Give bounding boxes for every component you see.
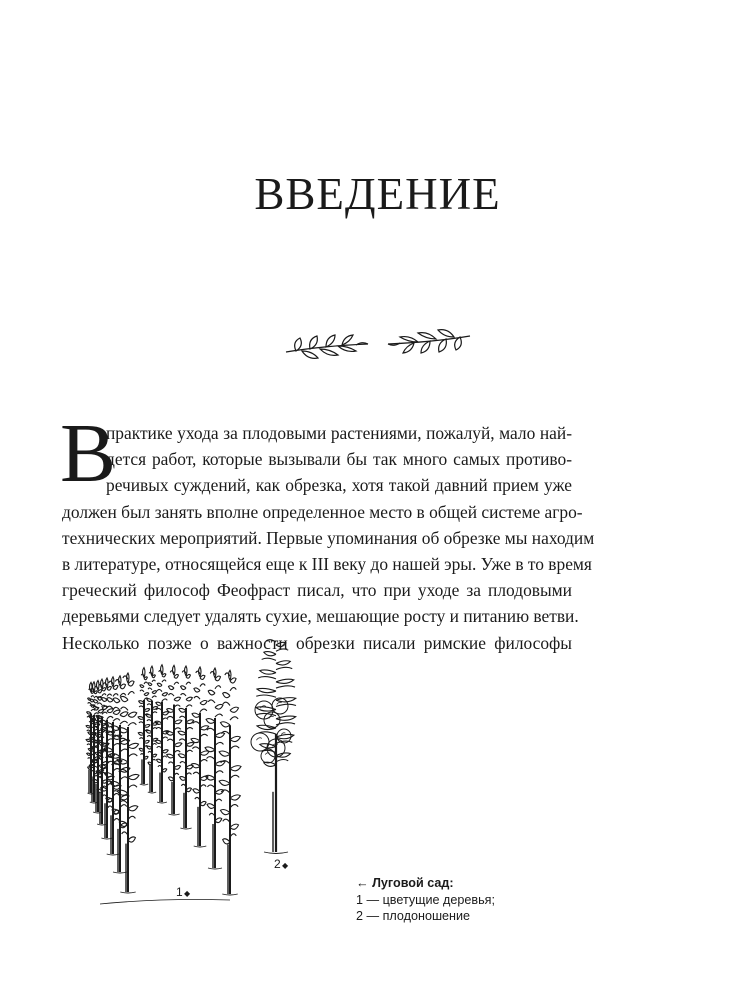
drop-cap-letter: В <box>60 407 117 500</box>
paragraph-line: Несколько позже о важности обрезки писали римские философы <box>62 632 572 653</box>
illustration-label-1-dot: ◆ <box>184 889 191 898</box>
caption-title <box>356 875 495 892</box>
caption-title-text: Луговой сад: <box>372 876 454 890</box>
paragraph-line: должен был занять вполне определенное место в общей системе агро- <box>62 501 583 522</box>
left-arrow-icon: ← <box>356 876 369 890</box>
paragraph-line: технических мероприятий. Первые упоминания об обрезке мы находим <box>62 527 595 548</box>
chapter-title: ВВЕДЕНИЕ <box>254 169 501 219</box>
paragraph-line: практике ухода за плодовыми растениями, пожалуй, мало най- <box>106 423 572 443</box>
leaf-divider-ornament <box>282 324 474 364</box>
paragraph-line: дется работ, которые вызывали бы так много самых противо- <box>106 449 572 470</box>
intro-paragraph <box>62 420 595 656</box>
paragraph-line: речивых суждений, как обрезка, хотя такой давний прием уже <box>106 475 572 496</box>
caption-item-2: 2 — плодоношение <box>356 909 471 923</box>
illustration-label-1: 1 <box>176 885 183 899</box>
illustration-label-2-dot: ◆ <box>282 861 289 870</box>
paragraph-line: в литературе, относящейся еще к III веку до нашей эры. Уже в то время <box>62 554 592 575</box>
row-2-trees <box>100 665 241 904</box>
paragraph-line: деревьями следует удалять сухие, мешающие росту и питанию ветви. <box>62 606 579 627</box>
paragraph-line: греческий философ Феофраст писал, что при уходе за плодовыми <box>62 580 572 601</box>
figure-caption <box>356 875 495 925</box>
row-1-trees <box>86 673 139 893</box>
fruiting-tree <box>251 640 296 854</box>
meadow-orchard-illustration <box>80 632 320 912</box>
caption-item-1: 1 — цветущие деревья; <box>356 892 495 907</box>
illustration-label-2: 2 <box>274 857 281 871</box>
